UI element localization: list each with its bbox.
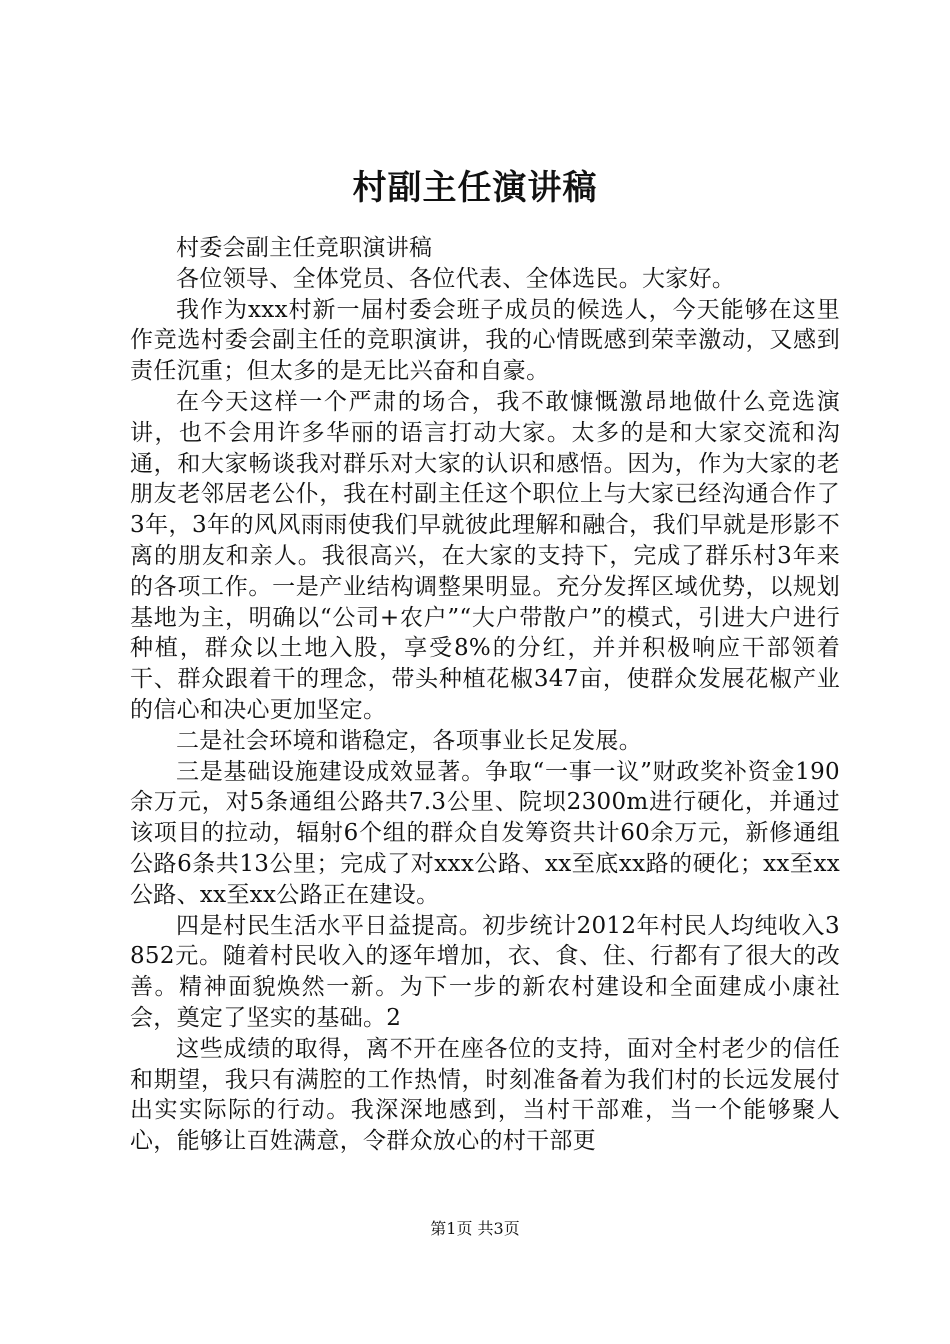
paragraph-subtitle: 村委会副主任竞职演讲稿 xyxy=(176,235,433,261)
page-title: 村副主任演讲稿 xyxy=(352,168,598,208)
paragraph-point-four: 四是村民生活水平日益提高。初步统计2012年村民人均纯收入3852元。随着村民收入的逐年增加，衣、食、住、行都有了很大的改善。精神面貌焕然一新。为下一步的新农村建设和全面建成小康社会，奠定了坚实的基础。2 xyxy=(130,912,840,1031)
paragraph-greeting: 各位领导、全体党员、各位代表、全体选民。大家好。 xyxy=(176,265,736,292)
document-body xyxy=(130,233,840,1157)
paragraph-point-three: 三是基础设施建设成效显著。争取“一事一议”财政奖补资金190余万元，对5条通组公路共7.3公里、院坝2300m进行硬化，并通过该项目的拉动，辐射6个组的群众自发筹资共计60余万元，新修通组公路6条共13公里；完成了对xxx公路、xx至底xx路的硬化；xx至xx公路、xx至xx公路正在建设。 xyxy=(130,758,840,908)
paragraph-introduction: 我作为xxx村新一届村委会班子成员的候选人，今天能够在这里作竞选村委会副主任的竞职演讲，我的心情既感到荣幸激动，又感到责任沉重；但太多的是无比兴奋和自豪。 xyxy=(130,296,840,385)
paragraph-closing: 这些成绩的取得，离不开在座各位的支持，面对全村老少的信任和期望，我只有满腔的工作热情，时刻准备着为我们村的长远发展付出实实际际的行动。我深深地感到，当村干部难，当一个能够聚人心，能够让百姓满意，令群众放心的村干部更 xyxy=(130,1035,840,1155)
page-number-footer: 第1页 共3页 xyxy=(430,1219,520,1238)
paragraph-achievements: 在今天这样一个严肃的场合，我不敢慷慨激昂地做什么竞选演讲，也不会用许多华丽的语言打动大家。太多的是和大家交流和沟通，和大家畅谈我对群乐对大家的认识和感悟。因为，作为大家的老朋友老邻居老公仆，我在村副主任这个职位上与大家已经沟通合作了3年，3年的风风雨雨使我们早就彼此理解和融合，我们早就是形影不离的朋友和亲人。我很高兴，在大家的支持下，完成了群乐村3年来的各项工作。一是产业结构调整果明显。充分发挥区域优势，以规划基地为主，明确以“公司+农户”“大户带散户”的模式，引进大户进行种植，群众以土地入股，享受8%的分红，并并积极响应干部领着干、群众跟着干的理念，带头种植花椒347亩，使群众发展花椒产业的信心和决心更加坚定。 xyxy=(130,388,840,723)
paragraph-point-two: 二是社会环境和谐稳定，各项事业长足发展。 xyxy=(176,727,642,754)
